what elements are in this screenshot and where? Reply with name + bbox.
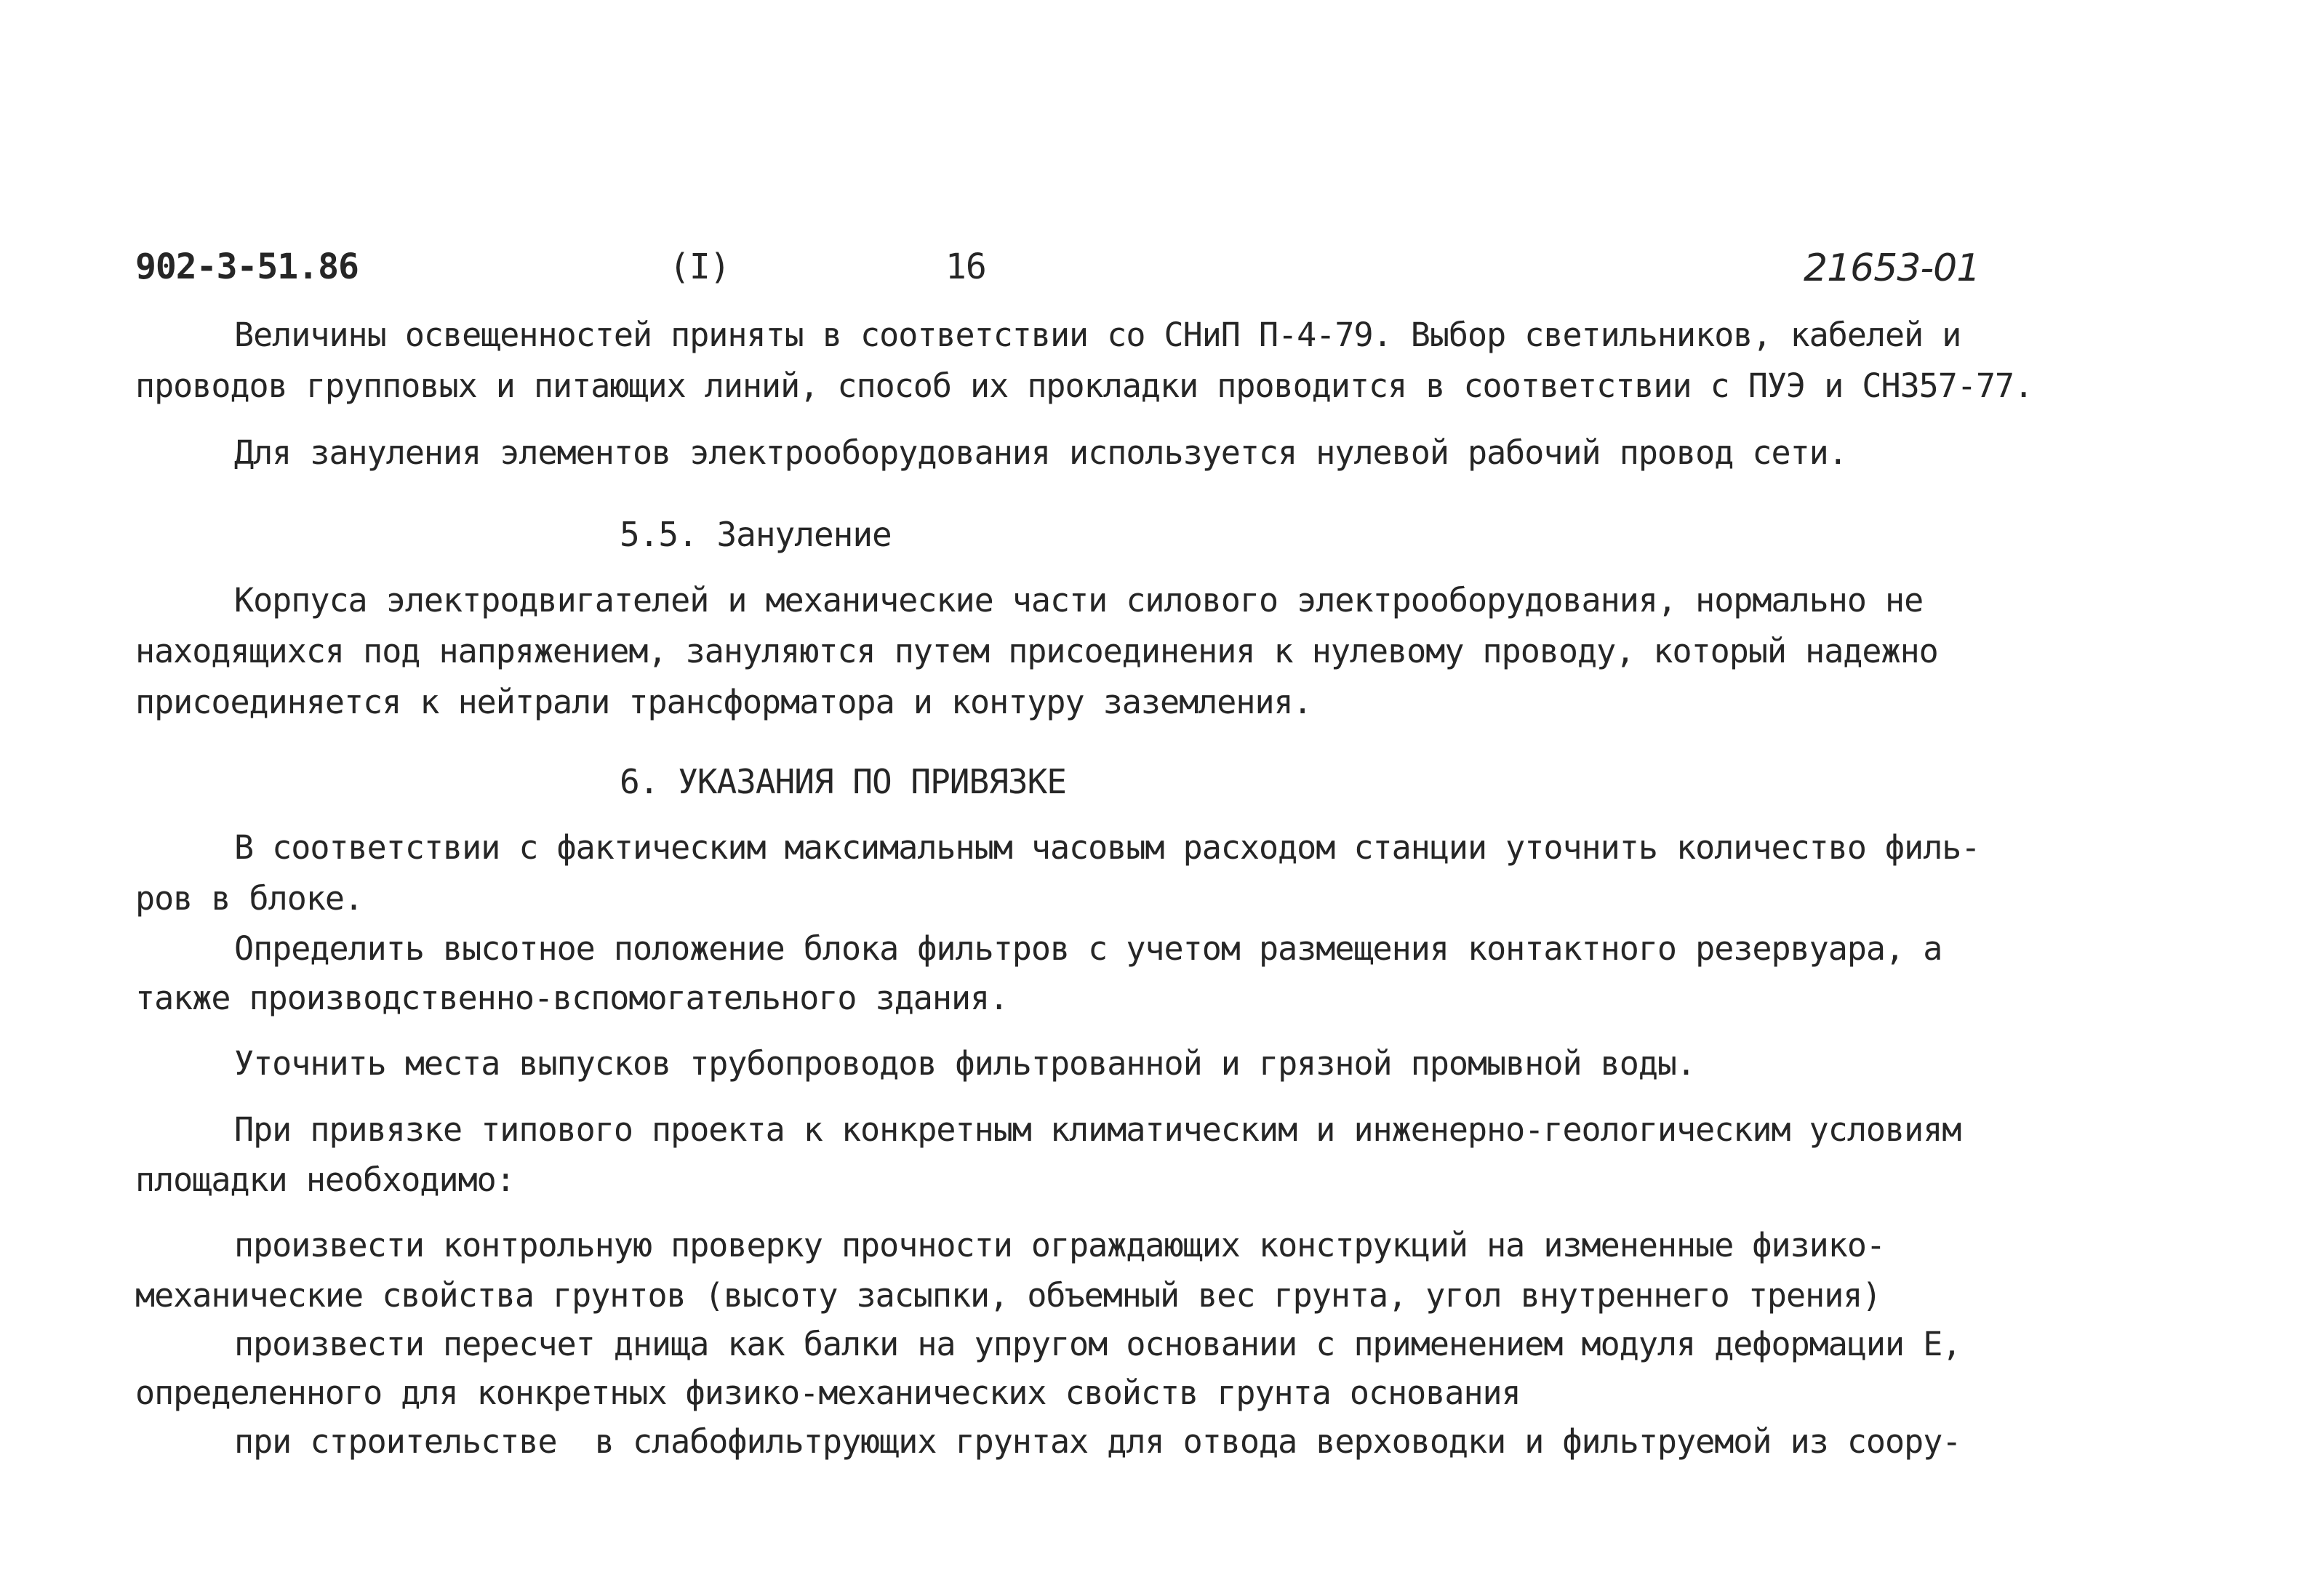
paragraph-filters-line-2: ров в блоке. xyxy=(135,879,364,918)
paragraph-binding-line-1: При привязке типового проекта к конкретным климатическим и инженерно-геологическим условиям xyxy=(234,1110,1961,1149)
paragraph-lighting-line-1: Величины освещенностей приняты в соответствии со СНиП П-4-79. Выбор светильников, кабелей и xyxy=(234,316,1961,354)
paragraph-grounding-line-2: находящихся под напряжением, зануляются путем присоединения к нулевому проводу, который надежно xyxy=(135,632,1938,670)
paragraph-neutral-wire: Для зануления элементов электрооборудования используется нулевой рабочий провод сети. xyxy=(234,433,1847,472)
paragraph-construction: при строительстве в слабофильтрующих грунтах для отвода верховодки и фильтруемой из соору- xyxy=(234,1422,1961,1461)
paragraph-lighting-line-2: проводов групповых и питающих линий, способ их прокладки проводится в соответствии с ПУЭ и СН357-77. xyxy=(135,366,2033,405)
paragraph-filters-line-1: В соответствии с фактическим максимальным часовым расходом станции уточнить количество филь- xyxy=(234,828,1980,867)
paragraph-check-line-1: произвести контрольную проверку прочности ограждающих конструкций на измененные физико- xyxy=(234,1226,1886,1264)
page-number: 16 xyxy=(945,246,986,287)
doc-code: 902-3-51.86 xyxy=(135,246,359,287)
paragraph-check-line-2: механические свойства грунтов (высоту засыпки, объемный вес грунта, угол внутреннего трения) xyxy=(135,1276,1881,1315)
section-6-heading: 6. УКАЗАНИЯ ПО ПРИВЯЗКЕ xyxy=(620,762,1066,801)
inventory-number: 21653-01 xyxy=(1804,246,1980,290)
paragraph-recalc-line-2: определенного для конкретных физико-механических свойств грунта основания xyxy=(135,1374,1521,1412)
paragraph-outlets: Уточнить места выпусков трубопроводов фильтрованной и грязной промывной воды. xyxy=(234,1044,1696,1083)
paragraph-elevation-line-2: также производственно-вспомогательного здания. xyxy=(135,979,1009,1017)
volume-number: (I) xyxy=(669,246,730,287)
paragraph-recalc-line-1: произвести пересчет днища как балки на упругом основании с применением модуля деформации Е, xyxy=(234,1325,1961,1363)
section-5-5-heading: 5.5. Зануление xyxy=(620,515,892,554)
paragraph-elevation-line-1: Определить высотное положение блока фильтров с учетом размещения контактного резервуара, а xyxy=(234,929,1942,968)
paragraph-grounding-line-3: присоединяется к нейтрали трансформатора и контуру заземления. xyxy=(135,683,1312,721)
paragraph-binding-line-2: площадки необходимо: xyxy=(135,1160,515,1199)
paragraph-grounding-line-1: Корпуса электродвигателей и механические части силового электрооборудования, нормально не xyxy=(234,581,1924,619)
